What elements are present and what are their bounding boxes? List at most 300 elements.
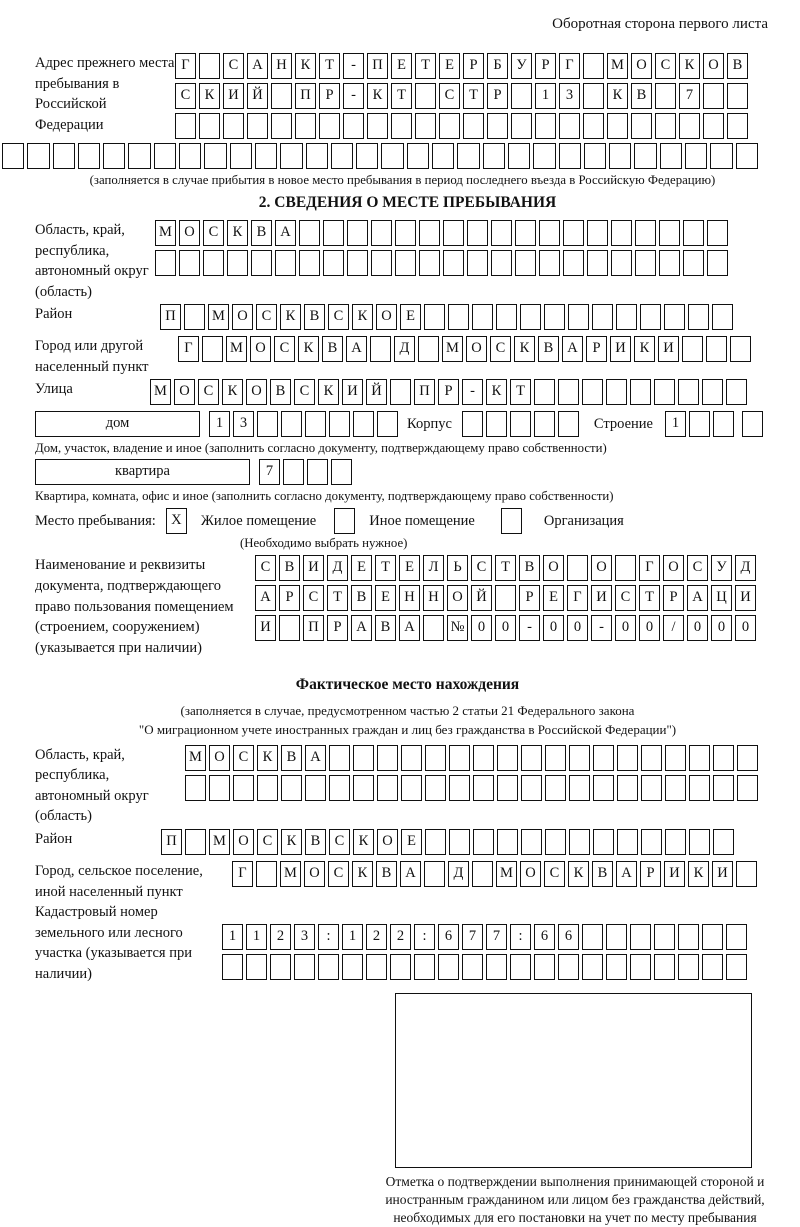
char-box[interactable] [660,143,682,169]
char-box[interactable] [545,775,566,801]
char-box[interactable] [659,250,680,276]
char-box[interactable] [184,304,205,330]
char-box[interactable]: П [303,615,324,641]
char-box[interactable]: Е [439,53,460,79]
char-box[interactable]: Н [271,53,292,79]
char-box[interactable]: Б [487,53,508,79]
char-box[interactable] [607,113,628,139]
char-box[interactable] [423,615,444,641]
char-box[interactable]: Д [448,861,469,887]
char-box[interactable] [510,411,531,437]
char-box[interactable] [425,829,446,855]
char-box[interactable] [593,745,614,771]
char-box[interactable]: Е [351,555,372,581]
char-box[interactable] [511,83,532,109]
char-box[interactable]: Е [399,555,420,581]
char-box[interactable] [641,829,662,855]
char-box[interactable] [323,250,344,276]
char-box[interactable]: П [414,379,435,405]
char-box[interactable]: И [735,585,756,611]
char-box[interactable]: / [663,615,684,641]
char-box[interactable] [279,615,300,641]
char-box[interactable]: К [295,53,316,79]
char-box[interactable] [401,745,422,771]
char-box[interactable] [737,775,758,801]
char-box[interactable]: О [377,829,398,855]
char-box[interactable]: Т [639,585,660,611]
char-box[interactable] [414,954,435,980]
char-box[interactable] [737,745,758,771]
char-box[interactable] [587,220,608,246]
char-box[interactable] [533,143,555,169]
char-box[interactable] [415,113,436,139]
char-box[interactable]: Р [319,83,340,109]
char-box[interactable] [419,220,440,246]
char-box[interactable] [582,379,603,405]
char-box[interactable] [202,336,223,362]
char-box[interactable] [535,113,556,139]
char-box[interactable] [559,143,581,169]
char-box[interactable]: 2 [270,924,291,950]
char-box[interactable] [209,775,230,801]
char-box[interactable]: У [711,555,732,581]
char-box[interactable]: И [664,861,685,887]
char-box[interactable] [678,954,699,980]
char-box[interactable] [685,143,707,169]
char-box[interactable] [630,379,651,405]
char-box[interactable] [587,250,608,276]
char-box[interactable]: Д [327,555,348,581]
char-box[interactable]: Г [639,555,660,581]
char-box[interactable] [635,220,656,246]
char-box[interactable] [318,954,339,980]
char-box[interactable] [449,745,470,771]
char-box[interactable]: О [250,336,271,362]
char-box[interactable] [727,83,748,109]
char-box[interactable]: 6 [534,924,555,950]
char-box[interactable] [664,304,685,330]
char-box[interactable] [271,113,292,139]
char-box[interactable] [395,220,416,246]
char-box[interactable]: С [256,304,277,330]
char-box[interactable] [377,411,398,437]
char-box[interactable] [185,829,206,855]
char-box[interactable] [443,220,464,246]
char-box[interactable]: К [486,379,507,405]
char-box[interactable]: - [591,615,612,641]
char-box[interactable] [53,143,75,169]
char-box[interactable]: К [353,829,374,855]
char-box[interactable]: Р [519,585,540,611]
char-box[interactable] [678,379,699,405]
char-box[interactable] [103,143,125,169]
char-box[interactable] [439,113,460,139]
char-box[interactable] [730,336,751,362]
char-box[interactable]: М [209,829,230,855]
char-box[interactable] [128,143,150,169]
char-box[interactable] [370,336,391,362]
char-box[interactable]: О [447,585,468,611]
char-box[interactable] [655,113,676,139]
char-box[interactable]: В [305,829,326,855]
char-box[interactable] [569,745,590,771]
char-box[interactable] [688,304,709,330]
char-box[interactable] [515,250,536,276]
char-box[interactable] [592,304,613,330]
char-box[interactable]: А [687,585,708,611]
char-box[interactable] [473,745,494,771]
char-box[interactable]: : [510,924,531,950]
char-box[interactable] [419,250,440,276]
char-box[interactable]: К [257,745,278,771]
char-box[interactable] [616,304,637,330]
char-box[interactable] [472,861,493,887]
char-box[interactable]: К [199,83,220,109]
char-box[interactable]: 7 [486,924,507,950]
char-box[interactable] [495,585,516,611]
char-box[interactable]: В [251,220,272,246]
char-box[interactable]: 6 [558,924,579,950]
char-box[interactable] [438,954,459,980]
char-box[interactable]: 0 [639,615,660,641]
char-box[interactable] [545,829,566,855]
char-box[interactable]: О [591,555,612,581]
char-box[interactable] [331,459,352,485]
char-box[interactable]: У [511,53,532,79]
char-box[interactable] [491,220,512,246]
char-box[interactable]: - [519,615,540,641]
char-box[interactable]: Е [543,585,564,611]
char-box[interactable]: О [246,379,267,405]
char-box[interactable]: - [343,83,364,109]
char-box[interactable]: Т [319,53,340,79]
char-box[interactable] [497,745,518,771]
char-box[interactable] [299,220,320,246]
char-box[interactable]: Р [640,861,661,887]
char-box[interactable]: О [179,220,200,246]
char-box[interactable]: Т [375,555,396,581]
checkbox-other-premises[interactable] [334,508,355,534]
char-box[interactable] [631,113,652,139]
char-box[interactable] [641,745,662,771]
char-box[interactable] [283,459,304,485]
char-box[interactable]: С [257,829,278,855]
char-box[interactable] [233,775,254,801]
char-box[interactable] [367,113,388,139]
char-box[interactable] [305,775,326,801]
char-box[interactable] [307,459,328,485]
char-box[interactable] [185,775,206,801]
char-box[interactable] [703,113,724,139]
char-box[interactable]: И [591,585,612,611]
char-box[interactable] [204,143,226,169]
char-box[interactable]: С [175,83,196,109]
char-box[interactable]: О [543,555,564,581]
char-box[interactable] [275,250,296,276]
char-box[interactable] [534,379,555,405]
char-box[interactable]: 1 [342,924,363,950]
char-box[interactable]: С [655,53,676,79]
char-box[interactable]: 2 [366,924,387,950]
char-box[interactable] [395,250,416,276]
char-box[interactable]: В [270,379,291,405]
char-box[interactable] [702,379,723,405]
char-box[interactable] [353,745,374,771]
char-box[interactable]: 0 [567,615,588,641]
char-box[interactable]: С [328,304,349,330]
char-box[interactable] [467,220,488,246]
char-box[interactable] [654,379,675,405]
char-box[interactable] [563,250,584,276]
char-box[interactable]: С [615,585,636,611]
char-box[interactable]: В [375,615,396,641]
char-box[interactable] [486,954,507,980]
char-box[interactable] [712,304,733,330]
char-box[interactable] [449,775,470,801]
char-box[interactable] [593,829,614,855]
char-box[interactable] [583,113,604,139]
char-box[interactable] [611,220,632,246]
char-box[interactable]: С [329,829,350,855]
char-box[interactable] [569,775,590,801]
char-box[interactable] [472,304,493,330]
char-box[interactable]: Р [463,53,484,79]
char-box[interactable]: В [376,861,397,887]
char-box[interactable]: С [303,585,324,611]
char-box[interactable] [593,775,614,801]
char-box[interactable] [641,775,662,801]
char-box[interactable] [702,924,723,950]
char-box[interactable]: 6 [438,924,459,950]
char-box[interactable]: К [607,83,628,109]
char-box[interactable] [726,379,747,405]
char-box[interactable]: Р [535,53,556,79]
char-box[interactable]: С [223,53,244,79]
char-box[interactable]: С [198,379,219,405]
char-box[interactable]: М [607,53,628,79]
char-box[interactable]: Т [510,379,531,405]
char-box[interactable]: Й [366,379,387,405]
char-box[interactable] [497,775,518,801]
char-box[interactable] [617,745,638,771]
char-box[interactable] [630,924,651,950]
char-box[interactable] [520,304,541,330]
char-box[interactable]: - [343,53,364,79]
char-box[interactable] [606,954,627,980]
char-box[interactable]: В [519,555,540,581]
char-box[interactable] [742,411,763,437]
char-box[interactable] [713,411,734,437]
char-box[interactable] [407,143,429,169]
char-box[interactable]: М [150,379,171,405]
char-box[interactable] [582,924,603,950]
char-box[interactable]: С [203,220,224,246]
char-box[interactable]: К [514,336,535,362]
char-box[interactable] [347,220,368,246]
char-box[interactable]: И [223,83,244,109]
char-box[interactable] [329,775,350,801]
char-box[interactable] [654,954,675,980]
char-box[interactable] [78,143,100,169]
char-box[interactable]: М [185,745,206,771]
char-box[interactable]: А [275,220,296,246]
char-box[interactable] [230,143,252,169]
char-box[interactable]: С [471,555,492,581]
char-box[interactable]: К [227,220,248,246]
char-box[interactable]: С [544,861,565,887]
char-box[interactable]: Е [401,829,422,855]
char-box[interactable] [281,775,302,801]
char-box[interactable] [713,745,734,771]
char-box[interactable] [635,250,656,276]
char-box[interactable]: 7 [462,924,483,950]
char-box[interactable]: М [208,304,229,330]
char-box[interactable] [710,143,732,169]
char-box[interactable] [246,954,267,980]
char-box[interactable]: В [281,745,302,771]
char-box[interactable]: 0 [543,615,564,641]
char-box[interactable]: М [226,336,247,362]
char-box[interactable]: К [352,304,373,330]
char-box[interactable] [306,143,328,169]
char-box[interactable] [270,954,291,980]
char-box[interactable] [679,113,700,139]
char-box[interactable]: Т [327,585,348,611]
char-box[interactable]: В [279,555,300,581]
char-box[interactable]: Ь [447,555,468,581]
char-box[interactable] [609,143,631,169]
char-box[interactable]: В [322,336,343,362]
char-box[interactable]: № [447,615,468,641]
char-box[interactable]: 0 [471,615,492,641]
char-box[interactable]: И [610,336,631,362]
char-box[interactable] [486,411,507,437]
char-box[interactable]: : [318,924,339,950]
char-box[interactable] [683,250,704,276]
char-box[interactable]: Ц [711,585,732,611]
char-box[interactable] [655,83,676,109]
char-box[interactable] [199,53,220,79]
char-box[interactable]: Н [399,585,420,611]
char-box[interactable] [634,143,656,169]
char-box[interactable]: Л [423,555,444,581]
char-box[interactable] [659,220,680,246]
char-box[interactable] [563,220,584,246]
char-box[interactable] [155,250,176,276]
char-box[interactable] [2,143,24,169]
char-box[interactable]: К [298,336,319,362]
char-box[interactable]: А [562,336,583,362]
char-box[interactable] [713,829,734,855]
char-box[interactable]: М [496,861,517,887]
char-box[interactable]: П [161,829,182,855]
char-box[interactable] [247,113,268,139]
char-box[interactable]: Т [415,53,436,79]
char-box[interactable]: : [414,924,435,950]
char-box[interactable] [545,745,566,771]
char-box[interactable]: А [247,53,268,79]
char-box[interactable]: К [280,304,301,330]
char-box[interactable]: 2 [390,924,411,950]
char-box[interactable]: Г [559,53,580,79]
char-box[interactable] [534,954,555,980]
char-box[interactable]: Р [438,379,459,405]
char-box[interactable] [432,143,454,169]
char-box[interactable] [521,829,542,855]
char-box[interactable]: С [274,336,295,362]
char-box[interactable]: 3 [559,83,580,109]
char-box[interactable] [342,954,363,980]
char-box[interactable]: В [351,585,372,611]
char-box[interactable]: М [155,220,176,246]
char-box[interactable] [736,143,758,169]
char-box[interactable]: О [174,379,195,405]
char-box[interactable] [534,411,555,437]
char-box[interactable] [353,775,374,801]
char-box[interactable] [353,411,374,437]
char-box[interactable] [654,924,675,950]
char-box[interactable] [281,411,302,437]
char-box[interactable]: 7 [679,83,700,109]
char-box[interactable]: К [634,336,655,362]
char-box[interactable] [390,954,411,980]
char-box[interactable] [448,304,469,330]
char-box[interactable]: А [255,585,276,611]
char-box[interactable] [319,113,340,139]
house-type-box[interactable]: дом [35,411,200,437]
char-box[interactable] [665,745,686,771]
char-box[interactable]: В [538,336,559,362]
char-box[interactable] [179,143,201,169]
char-box[interactable]: С [490,336,511,362]
char-box[interactable] [689,829,710,855]
char-box[interactable] [539,250,560,276]
char-box[interactable]: С [294,379,315,405]
char-box[interactable]: А [616,861,637,887]
checkbox-organization[interactable] [501,508,522,534]
char-box[interactable] [257,775,278,801]
char-box[interactable]: С [233,745,254,771]
char-box[interactable] [665,775,686,801]
char-box[interactable] [356,143,378,169]
char-box[interactable] [640,304,661,330]
char-box[interactable]: В [727,53,748,79]
char-box[interactable] [424,861,445,887]
char-box[interactable] [391,113,412,139]
char-box[interactable]: И [303,555,324,581]
char-box[interactable] [630,954,651,980]
char-box[interactable] [331,143,353,169]
char-box[interactable]: В [631,83,652,109]
apartment-type-box[interactable]: квартира [35,459,250,485]
char-box[interactable]: К [688,861,709,887]
char-box[interactable] [707,220,728,246]
char-box[interactable]: Р [279,585,300,611]
char-box[interactable] [175,113,196,139]
char-box[interactable] [726,954,747,980]
char-box[interactable] [583,83,604,109]
char-box[interactable]: - [462,379,483,405]
char-box[interactable]: Т [463,83,484,109]
char-box[interactable]: Г [178,336,199,362]
char-box[interactable]: К [281,829,302,855]
char-box[interactable]: 1 [665,411,686,437]
char-box[interactable]: А [346,336,367,362]
char-box[interactable]: О [304,861,325,887]
char-box[interactable] [617,829,638,855]
char-box[interactable] [703,83,724,109]
char-box[interactable] [463,113,484,139]
